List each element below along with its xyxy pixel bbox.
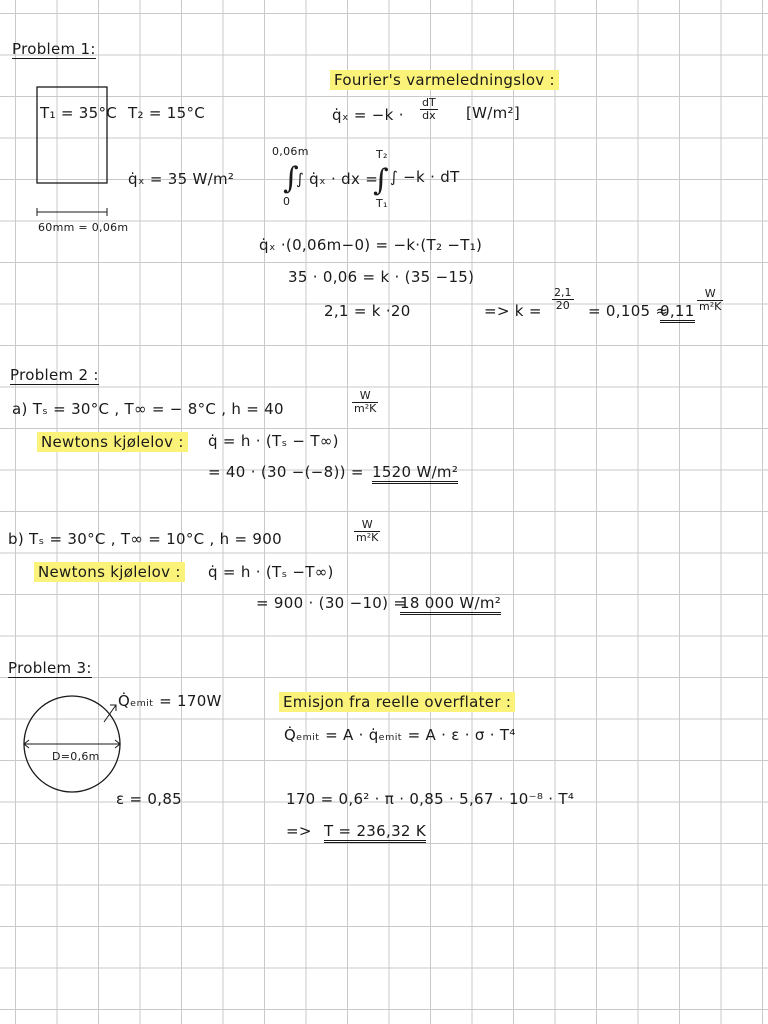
integral-sign-left: ∫ [283,161,299,196]
k-numerator: 2,1 [554,286,572,299]
solution-step-1: q̇ₓ ·(0,06m−0) = −k·(T₂ −T₁) [259,236,483,254]
integral-left-expression: ∫ q̇ₓ · dx = [296,170,379,188]
emissivity-label: ε = 0,85 [116,790,183,808]
problem2b-result: 18 000 W/m² [400,594,501,615]
emission-equation: Q̇ₑₘᵢₜ = A · q̇ₑₘᵢₜ = A · ε · σ · T⁴ [284,726,516,744]
diameter-label: D=0,6m [52,750,100,763]
problem2b-givens: b) Tₛ = 30°C , T∞ = 10°C , h = 900 [8,530,282,548]
fourier-law-lhs: q̇ₓ = −k · [332,106,404,124]
solution-arrow: => k = [484,302,542,320]
fraction-numerator: dT [422,96,436,109]
emission-arrow-symbol: => [286,822,312,840]
problem2b-substitution: = 900 · (30 −10) = [256,594,407,612]
emitted-power-label: Q̇ₑₘᵢₜ = 170W [118,692,222,710]
fraction-denominator: dx [422,109,436,122]
fourier-law-title: Fourier's varmeledningslov : [330,70,559,90]
fourier-law-units: [W/m²] [466,104,521,122]
integral-lower-limit-left: 0 [283,195,291,208]
emission-result: T = 236,32 K [324,822,426,843]
problem3-heading: Problem 3: [8,659,92,677]
problem2a-substitution: = 40 · (30 −(−8)) = [208,463,364,481]
t2-label: T₂ = 15°C [128,104,206,122]
h-unit-denominator: m²K [354,402,377,415]
k-fraction [552,287,574,312]
t1-label: T₁ = 35°C [40,104,118,122]
k-approximation: = 0,105 ≈ [588,302,669,320]
integral-lower-limit-right: T₁ [376,197,388,210]
h-unit-denominator: m²K [356,531,379,544]
problem1-heading: Problem 1: [12,40,96,58]
problem2a-result: 1520 W/m² [372,463,458,484]
problem2b-h-unit [354,519,380,544]
k-unit-numerator: W [697,288,723,301]
solution-step-2: 35 · 0,06 = k · (35 −15) [288,268,475,286]
k-unit-denominator: m²K [699,300,722,313]
integral-right-expression: ∫ −k · dT [390,168,460,186]
solution-step-3: 2,1 = k ·20 [324,302,411,320]
wall-width-label: 60mm = 0,06m [38,221,129,234]
k-unit-fraction [697,288,723,313]
h-unit-numerator: W [354,519,380,532]
problem2b-equation: q̇ = h · (Tₛ −T∞) [208,563,334,581]
problem2b-law-title: Newtons kjølelov : [34,562,185,582]
problem2a-equation: q̇ = h · (Tₛ − T∞) [208,432,339,450]
k-denominator: 20 [555,299,570,312]
wall-rectangle [37,87,107,183]
emission-arrow [104,705,116,722]
problem2a-h-unit [352,390,378,415]
fourier-law-fraction [420,97,438,122]
integral-sign-right: ∫ [373,163,389,198]
emission-law-title: Emisjon fra reelle overflater : [279,692,515,712]
emission-substitution: 170 = 0,6² · π · 0,85 · 5,67 · 10⁻⁸ · T⁴ [286,790,575,808]
integral-upper-limit-left: 0,06m [272,145,309,158]
h-unit-numerator: W [352,390,378,403]
problem2a-givens: a) Tₛ = 30°C , T∞ = − 8°C , h = 40 [12,400,284,418]
heat-flux-label: q̇ₓ = 35 W/m² [128,170,235,188]
problem2a-law-title: Newtons kjølelov : [37,432,188,452]
integral-upper-limit-right: T₂ [376,148,388,161]
k-result: 0,11 [660,302,695,323]
problem2-heading: Problem 2 : [10,366,99,384]
